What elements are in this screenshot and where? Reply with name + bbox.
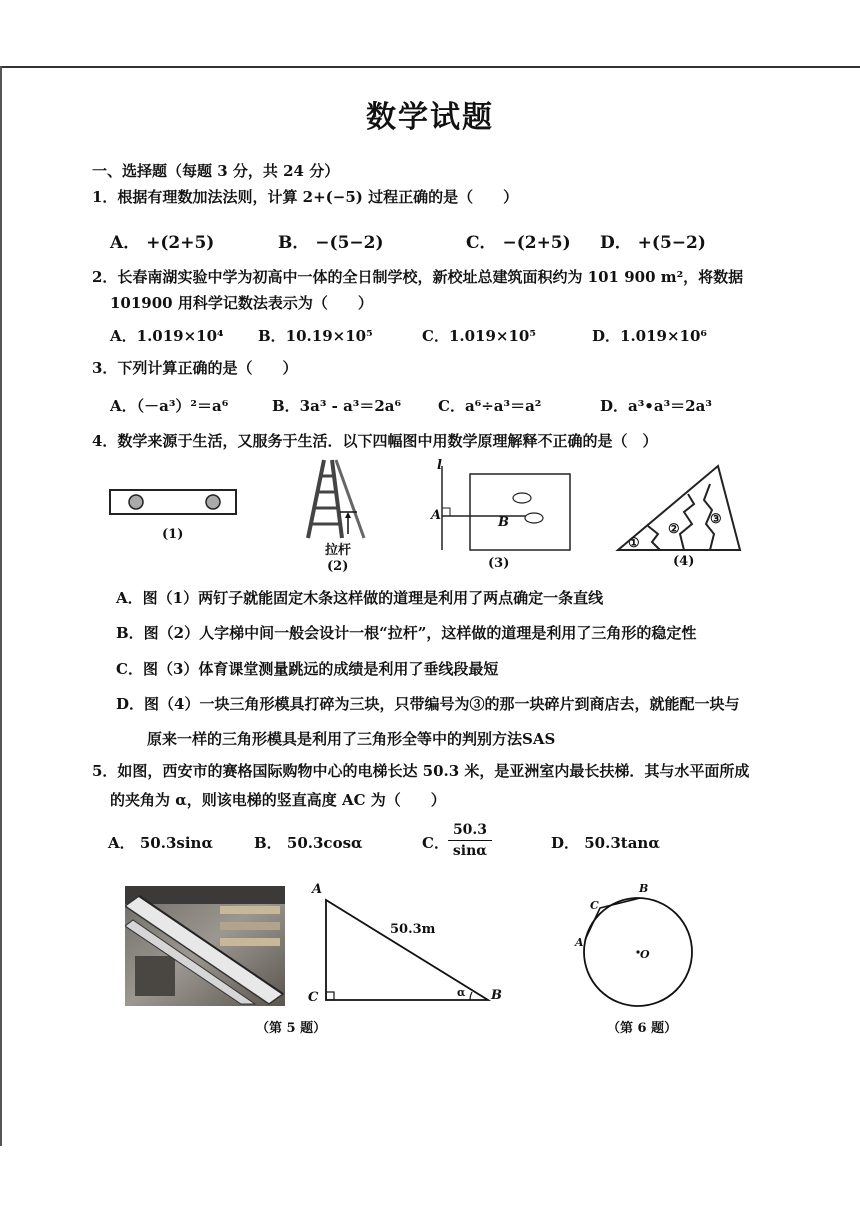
q5-right-triangle <box>322 896 494 1006</box>
q2-option-d: D．1.019×10⁶ <box>592 327 707 345</box>
q5-option-c: C． <box>422 834 449 852</box>
fig4-piece-3: ③ <box>710 512 722 527</box>
q3-option-c: C．a⁶÷a³＝a² <box>438 397 542 415</box>
figure-3-long-jump <box>430 462 575 552</box>
top-border <box>0 66 860 68</box>
q5-option-c-fraction <box>448 822 492 859</box>
fraction-denominator: sinα <box>448 840 492 859</box>
triangle-vertex-a: A <box>312 882 323 897</box>
q6-figure-caption: （第 6 题） <box>607 1021 678 1036</box>
q4-stem: 4．数学来源于生活，又服务于生活．以下四幅图中用数学原理解释不正确的是（ ） <box>92 432 658 450</box>
circle-point-b: B <box>639 882 649 895</box>
q1-option-b: B． −(5−2) <box>278 233 384 253</box>
circle-point-a: A <box>575 936 584 949</box>
footprint <box>513 493 531 503</box>
ladder-label: 拉杆 <box>325 543 352 558</box>
q5-option-b: B． 50.3cosα <box>254 834 363 852</box>
q5-stem-line1: 5．如图，西安市的赛格国际购物中心的电梯长达 50.3 米，是亚洲室内最长扶梯．其与水平面所成 <box>92 762 750 780</box>
crack-line <box>680 494 694 550</box>
circle-center-o: O <box>640 948 650 961</box>
q5-stem-line2: 的夹角为 α，则该电梯的竖直高度 AC 为（ ） <box>110 791 446 809</box>
figure-2-caption: (2) <box>327 559 349 574</box>
hypotenuse-length: 50.3m <box>390 922 436 937</box>
ladder-leg <box>308 460 324 538</box>
q3-option-a: A．（－a³）²＝a⁶ <box>110 397 229 415</box>
triangle-vertex-b: B <box>491 988 502 1003</box>
q4-option-a: A．图（1）两钉子就能固定木条这样做的道理是利用了两点确定一条直线 <box>116 589 604 607</box>
figure-2-ladder <box>302 456 368 540</box>
q4-option-d-cont: 原来一样的三角形模具是利用了三角形全等中的判别方法SAS <box>147 730 556 748</box>
q3-option-b: B．3a³ - a³＝2a⁶ <box>272 397 402 415</box>
footprint <box>525 513 543 523</box>
q4-option-d: D．图（4）一块三角形模具打碎为三块，只带编号为③的那一块碎片到商店去，就能配一块与 <box>116 695 740 713</box>
sand-pit <box>470 474 570 550</box>
right-angle-mark <box>326 992 334 1000</box>
q3-stem: 3．下列计算正确的是（ ） <box>92 359 298 377</box>
section-heading: 一、选择题（每题 3 分，共 24 分） <box>92 162 340 180</box>
q2-stem-line2: 101900 用科学记数法表示为（ ） <box>110 294 373 312</box>
figure-1-caption: (1) <box>162 527 184 542</box>
q5-figure-caption: （第 5 题） <box>256 1021 327 1036</box>
q1-option-c: C． −(2+5) <box>466 233 571 253</box>
left-border <box>0 66 2 1146</box>
fig3-label-a: A <box>431 508 442 523</box>
q5-option-d: D． 50.3tanα <box>551 834 660 852</box>
fraction-numerator: 50.3 <box>452 822 488 838</box>
circle-point-c: C <box>590 899 599 912</box>
q1-option-a: A． +(2+5) <box>110 233 215 253</box>
q4-option-c: C．图（3）体育课堂测量跳远的成绩是利用了垂线段最短 <box>116 660 499 678</box>
fig3-label-l: l <box>437 458 442 473</box>
crack-line <box>648 526 660 550</box>
figure-1-wood-strip <box>108 486 240 518</box>
angle-alpha-label: α <box>457 986 466 999</box>
q2-option-c: C．1.019×10⁵ <box>422 327 536 345</box>
q2-option-a: A．1.019×10⁴ <box>110 327 224 345</box>
figure-3-caption: (3) <box>488 556 510 571</box>
fig3-label-b: B <box>498 515 509 530</box>
fig4-piece-2: ② <box>668 522 680 537</box>
q1-option-d: D． +(5−2) <box>600 233 706 253</box>
q2-option-b: B．10.19×10⁵ <box>258 327 373 345</box>
nail-right <box>206 495 220 509</box>
q2-stem-line1: 2．长春南湖实验中学为初高中一体的全日制学校，新校址总建筑面积约为 101 900 m²，将数据 <box>92 268 744 286</box>
q3-option-d: D．a³•a³＝2a³ <box>600 397 712 415</box>
q5-option-a: A． 50.3sinα <box>108 834 213 852</box>
triangle-vertex-c: C <box>308 990 319 1005</box>
escalator-photo <box>125 886 285 1006</box>
q1-stem: 1．根据有理数加法法则，计算 2+(−5) 过程正确的是（ ） <box>92 188 519 206</box>
fig4-piece-1: ① <box>628 536 640 551</box>
figure-4-caption: (4) <box>673 554 695 569</box>
nail-left <box>129 495 143 509</box>
triangle-acb <box>326 900 488 1000</box>
angle-alpha-arc <box>470 992 472 1000</box>
page-title: 数学试题 <box>366 100 494 135</box>
q4-option-b: B．图（2）人字梯中间一般会设计一根“拉杆”，这样做的道理是利用了三角形的稳定性 <box>116 624 697 642</box>
arrow-head <box>345 512 351 518</box>
right-angle-mark <box>442 508 450 516</box>
